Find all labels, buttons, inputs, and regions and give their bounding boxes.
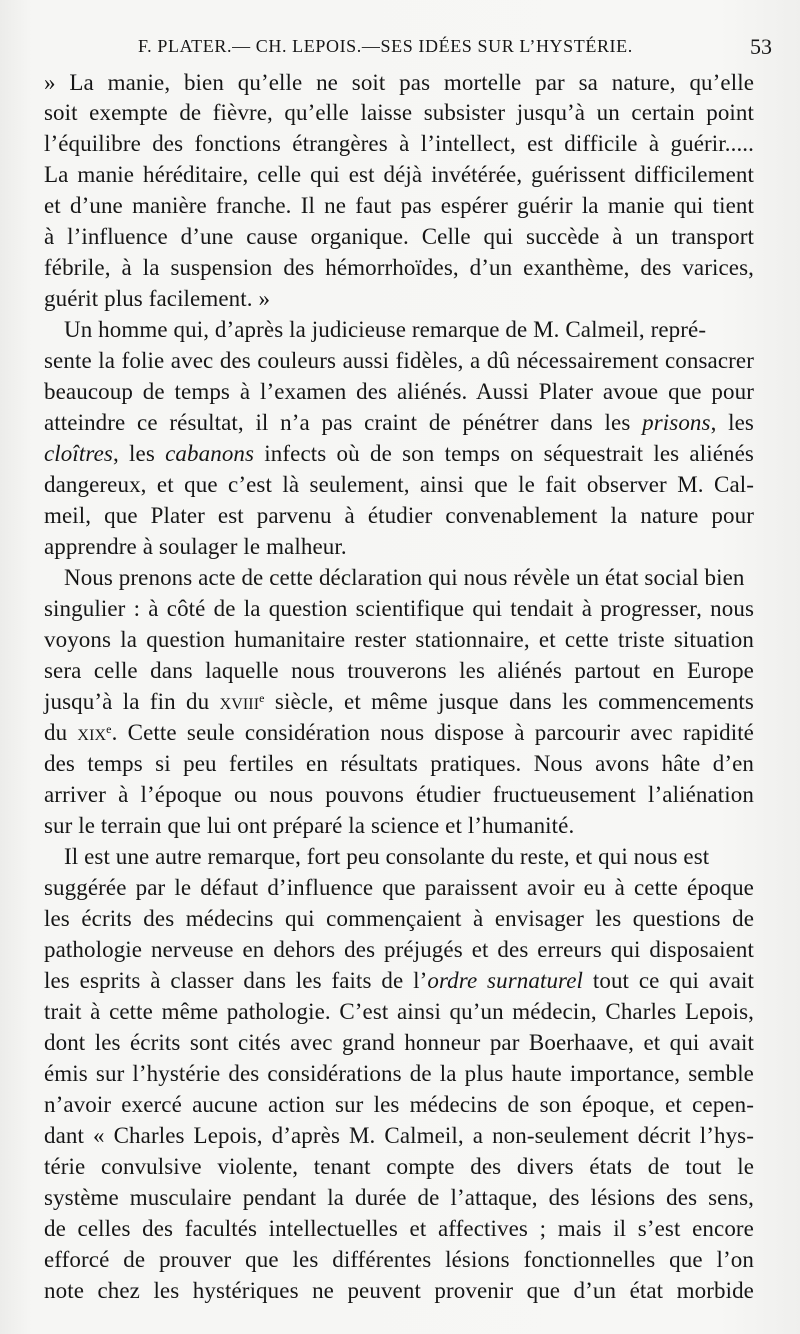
text-line: des temps si peu fertiles en résultats pratiques. Nous avons hâte d’en <box>44 751 754 776</box>
text-line: singulier : à côté de la question scientifique qui tendait à progresser, nous <box>44 596 754 621</box>
text-line: Nous prenons acte de cette déclaration qui nous révèle un état social bien <box>64 565 745 590</box>
text-line: guérit plus facilement. » <box>44 286 271 311</box>
text-line: n’avoir exercé aucune action sur les médecins de son époque, et cepen- <box>44 1092 754 1117</box>
page-number: 53 <box>750 34 772 59</box>
text-line: de celles des facultés intellectuelles et affectives ; mais il s’est encore <box>44 1216 754 1241</box>
text-line: dant « Charles Lepois, d’après M. Calmeil, a non-seulement décrit l’hys- <box>44 1123 754 1148</box>
text-line: Un homme qui, d’après la judicieuse remarque de M. Calmeil, repré- <box>64 317 707 342</box>
text-line: meil, que Plater est parvenu à étudier convenablement la nature pour <box>44 503 754 528</box>
text-line: l’équilibre des fonctions étrangères à l’intellect, est difficile à guérir..... <box>44 131 754 156</box>
text-line: » La manie, bien qu’elle ne soit pas mortelle par sa nature, qu’elle <box>44 70 754 95</box>
text-line: La manie héréditaire, celle qui est déjà invétérée, guérissent difficilement <box>44 162 754 187</box>
text-line: apprendre à soulager le malheur. <box>44 534 347 559</box>
text-line: sera celle dans laquelle nous trouverons les aliénés partout en Europe <box>44 658 754 683</box>
text-line: sente la folie avec des couleurs aussi fidèles, a dû nécessairement consacrer <box>44 348 754 373</box>
text-line: suggérée par le défaut d’influence que paraissent avoir eu à cette époque <box>44 875 754 900</box>
running-head <box>138 36 778 64</box>
text-line: à l’influence d’une cause organique. Celle qui succède à un transport <box>44 224 754 249</box>
text-line: efforcé de prouver que les différentes lésions fonctionnelles que l’on <box>44 1247 754 1272</box>
text-line: dangereux, et que c’est là seulement, ainsi que le fait observer M. Cal- <box>44 472 754 497</box>
text-line: sur le terrain que lui ont préparé la science et l’humanité. <box>44 813 575 838</box>
text-line: et d’une manière franche. Il ne faut pas espérer guérir la manie qui tient <box>44 193 754 218</box>
text-line: du xix$^e$. Cette seule considération nous dispose à parcourir avec rapidité <box>44 720 754 745</box>
text-line: émis sur l’hystérie des considérations de la plus haute importance, semble <box>44 1061 754 1086</box>
text-line: les esprits à classer dans les faits de l’ordre surnaturel tout ce qui avait <box>44 968 754 993</box>
text-line: système musculaire pendant la durée de l’attaque, des lésions des sens, <box>44 1185 754 1210</box>
text-line: atteindre ce résultat, il n’a pas craint de pénétrer dans les prisons, les <box>44 410 754 435</box>
text-line: pathologie nerveuse en dehors des préjugés et des erreurs qui disposaient <box>44 937 754 962</box>
text-line: fébrile, à la suspension des hémorrhoïdes, d’un exanthème, des varices, <box>44 255 754 280</box>
text-line: térie convulsive violente, tenant compte des divers états de tout le <box>44 1154 754 1179</box>
text-line: jusqu’à la fin du xviii$^e$ siècle, et même jusque dans les commencements <box>44 689 754 714</box>
text-line: arriver à l’époque ou nous pouvons étudier fructueusement l’aliénation <box>44 782 754 807</box>
text-line: soit exempte de fièvre, qu’elle laisse subsister jusqu’à un certain point <box>44 100 754 125</box>
text-line: cloîtres, les cabanons infects où de son temps on séquestrait les aliénés <box>44 441 754 466</box>
text-line: trait à cette même pathologie. C’est ainsi qu’un médecin, Charles Lepois, <box>44 999 754 1024</box>
text-line: voyons la question humanitaire rester stationnaire, et cette triste situation <box>44 627 754 652</box>
running-title: F. PLATER.— CH. LEPOIS.—SES IDÉES SUR L’HYSTÉRIE. <box>138 36 633 56</box>
text-line: note chez les hystériques ne peuvent provenir que d’un état morbide <box>44 1278 754 1303</box>
text-line: Il est une autre remarque, fort peu consolante du reste, et qui nous est <box>64 844 710 869</box>
text-line: dont les écrits sont cités avec grand honneur par Boerhaave, et qui avait <box>44 1030 754 1055</box>
text-line: les écrits des médecins qui commençaient à envisager les questions de <box>44 906 754 931</box>
text-line: beaucoup de temps à l’examen des aliénés. Aussi Plater avoue que pour <box>44 379 754 404</box>
